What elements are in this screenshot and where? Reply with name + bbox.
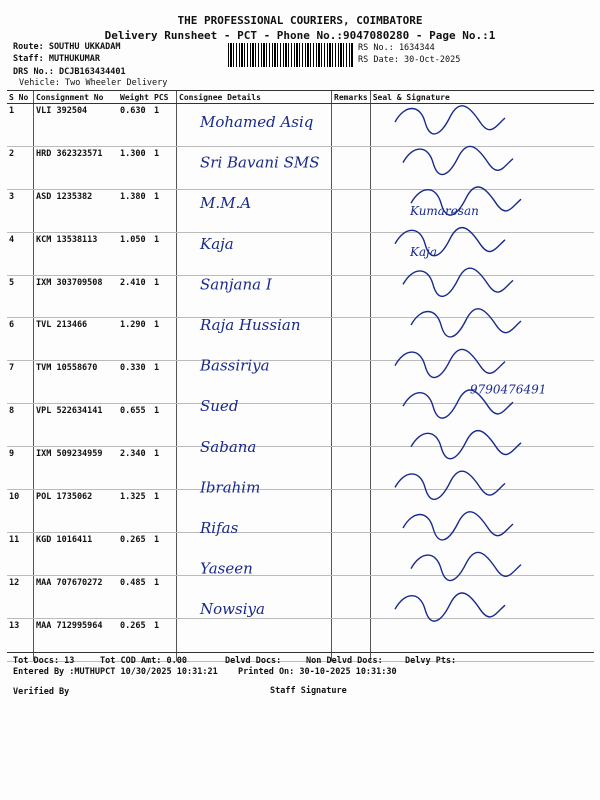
col-weight: Weight [118,91,152,104]
row-weight: 0.265 [118,532,152,575]
signature-scribble [403,512,513,540]
row-sno: 5 [7,275,34,318]
consignee-handwriting: Mohamed Asiq [200,113,314,131]
row-pcs: 1 [152,404,177,447]
row-sno: 6 [7,318,34,361]
row-consignment: VPL 522634141 [34,404,119,447]
row-pcs: 1 [152,146,177,189]
seal-handwriting: Kaja [410,244,437,259]
row-weight: 0.330 [118,361,152,404]
rs-no: RS No.: 1634344 [358,43,435,53]
row-pcs: 1 [152,575,177,618]
row-pcs: 1 [152,318,177,361]
row-consignment: VLI 392504 [34,104,119,147]
printed-on: Printed On: 30-10-2025 10:31:30 [238,667,397,677]
delvd-docs: Delvd Docs: [225,656,282,666]
row-consignment: IXM 509234959 [34,447,119,490]
consignee-handwriting: Ibrahim [200,478,261,497]
verified-by: Verified By [13,687,70,697]
col-remarks: Remarks [332,91,371,104]
signature-scribble [395,471,505,499]
consignee-handwriting: Sued [200,397,239,416]
consignee-handwriting: Yaseen [200,559,253,578]
row-weight: 0.265 [118,618,152,661]
row-pcs: 1 [152,275,177,318]
signature-scribble [395,593,505,621]
runsheet-subtitle: Delivery Runsheet - PCT - Phone No.:9047080280 - Page No.:1 [104,29,496,42]
row-sno: 7 [7,361,34,404]
consignee-handwriting: Rifas [200,519,239,537]
row-weight: 0.485 [118,575,152,618]
delvy-pts: Delvy Pts: [405,656,457,666]
route-label: Route: SOUTHU UKKADAM [13,42,121,52]
row-sno: 13 [7,618,34,661]
row-weight: 0.655 [118,404,152,447]
col-consignee: Consignee Details [177,91,332,104]
row-consignment: TVM 10558670 [34,361,119,404]
row-weight: 1.380 [118,189,152,232]
vehicle-label: Vehicle: Two Wheeler Delivery [19,78,168,88]
row-consignment: KGD 1016411 [34,532,119,575]
drs-label: DRS No.: DCJB163434401 [13,67,126,77]
row-consignment: IXM 303709508 [34,275,119,318]
staff-signature: Staff Signature [270,686,347,696]
col-consignment: Consignment No [34,91,119,104]
signature-scribble [403,146,513,174]
seal-handwriting: Kumaresan [410,204,479,219]
row-sno: 9 [7,447,34,490]
row-sno: 1 [7,104,34,147]
consignee-handwriting: Nowsiya [200,600,265,619]
signature-scribble [411,309,521,337]
row-weight: 0.630 [118,104,152,147]
row-consignment: HRD 362323571 [34,146,119,189]
signature-scribble [411,431,521,459]
row-weight: 1.325 [118,490,152,533]
row-consignment: MAA 707670272 [34,575,119,618]
row-pcs: 1 [152,618,177,661]
seal-handwriting: 9790476491 [470,382,547,397]
row-weight: 1.300 [118,146,152,189]
row-sno: 3 [7,189,34,232]
signature-scribble [411,552,521,580]
row-pcs: 1 [152,189,177,232]
consignee-handwriting: Sabana [200,437,257,456]
entered-by: Entered By :MUTHUPCT 10/30/2025 10:31:21 [13,667,218,677]
row-sno: 12 [7,575,34,618]
row-pcs: 1 [152,232,177,275]
row-weight: 1.050 [118,232,152,275]
row-consignment: KCM 13538113 [34,232,119,275]
company-title: THE PROFESSIONAL COURIERS, COIMBATORE [177,14,423,27]
signature-scribble [395,349,505,377]
row-sno: 8 [7,404,34,447]
row-weight: 1.290 [118,318,152,361]
row-sno: 11 [7,532,34,575]
staff-label: Staff: MUTHUKUMAR [13,54,100,64]
row-weight: 2.410 [118,275,152,318]
consignee-handwriting: Raja Hussian [200,316,301,334]
row-consignment: TVL 213466 [34,318,119,361]
consignee-handwriting: Sri Bavani SMS [200,153,320,172]
row-pcs: 1 [152,447,177,490]
row-pcs: 1 [152,532,177,575]
col-pcs: PCS [152,91,177,104]
row-consignment: MAA 712995964 [34,618,119,661]
row-pcs: 1 [152,104,177,147]
row-sno: 4 [7,232,34,275]
tot-cod-amt: Tot COD Amt: 0.00 [100,656,187,666]
consignee-handwriting: M.M.A [200,194,252,213]
rs-date: RS Date: 30-Oct-2025 [358,55,461,65]
tot-docs: Tot Docs: 13 [13,656,75,666]
row-pcs: 1 [152,361,177,404]
footer-divider [7,652,594,653]
signature-scribble [395,106,505,134]
consignee-handwriting: Kaja [200,234,234,253]
col-sno: S No [7,91,34,104]
row-pcs: 1 [152,490,177,533]
consignee-handwriting: Sanjana I [200,275,272,294]
row-consignment: POL 1735062 [34,490,119,533]
col-seal: Seal & Signature [370,91,594,104]
row-sno: 2 [7,146,34,189]
row-weight: 2.340 [118,447,152,490]
row-consignment: ASD 1235382 [34,189,119,232]
row-sno: 10 [7,490,34,533]
consignee-handwriting: Bassiriya [200,356,270,375]
signature-scribble [403,268,513,296]
non-delvd-docs: Non Delvd Docs: [306,656,383,666]
